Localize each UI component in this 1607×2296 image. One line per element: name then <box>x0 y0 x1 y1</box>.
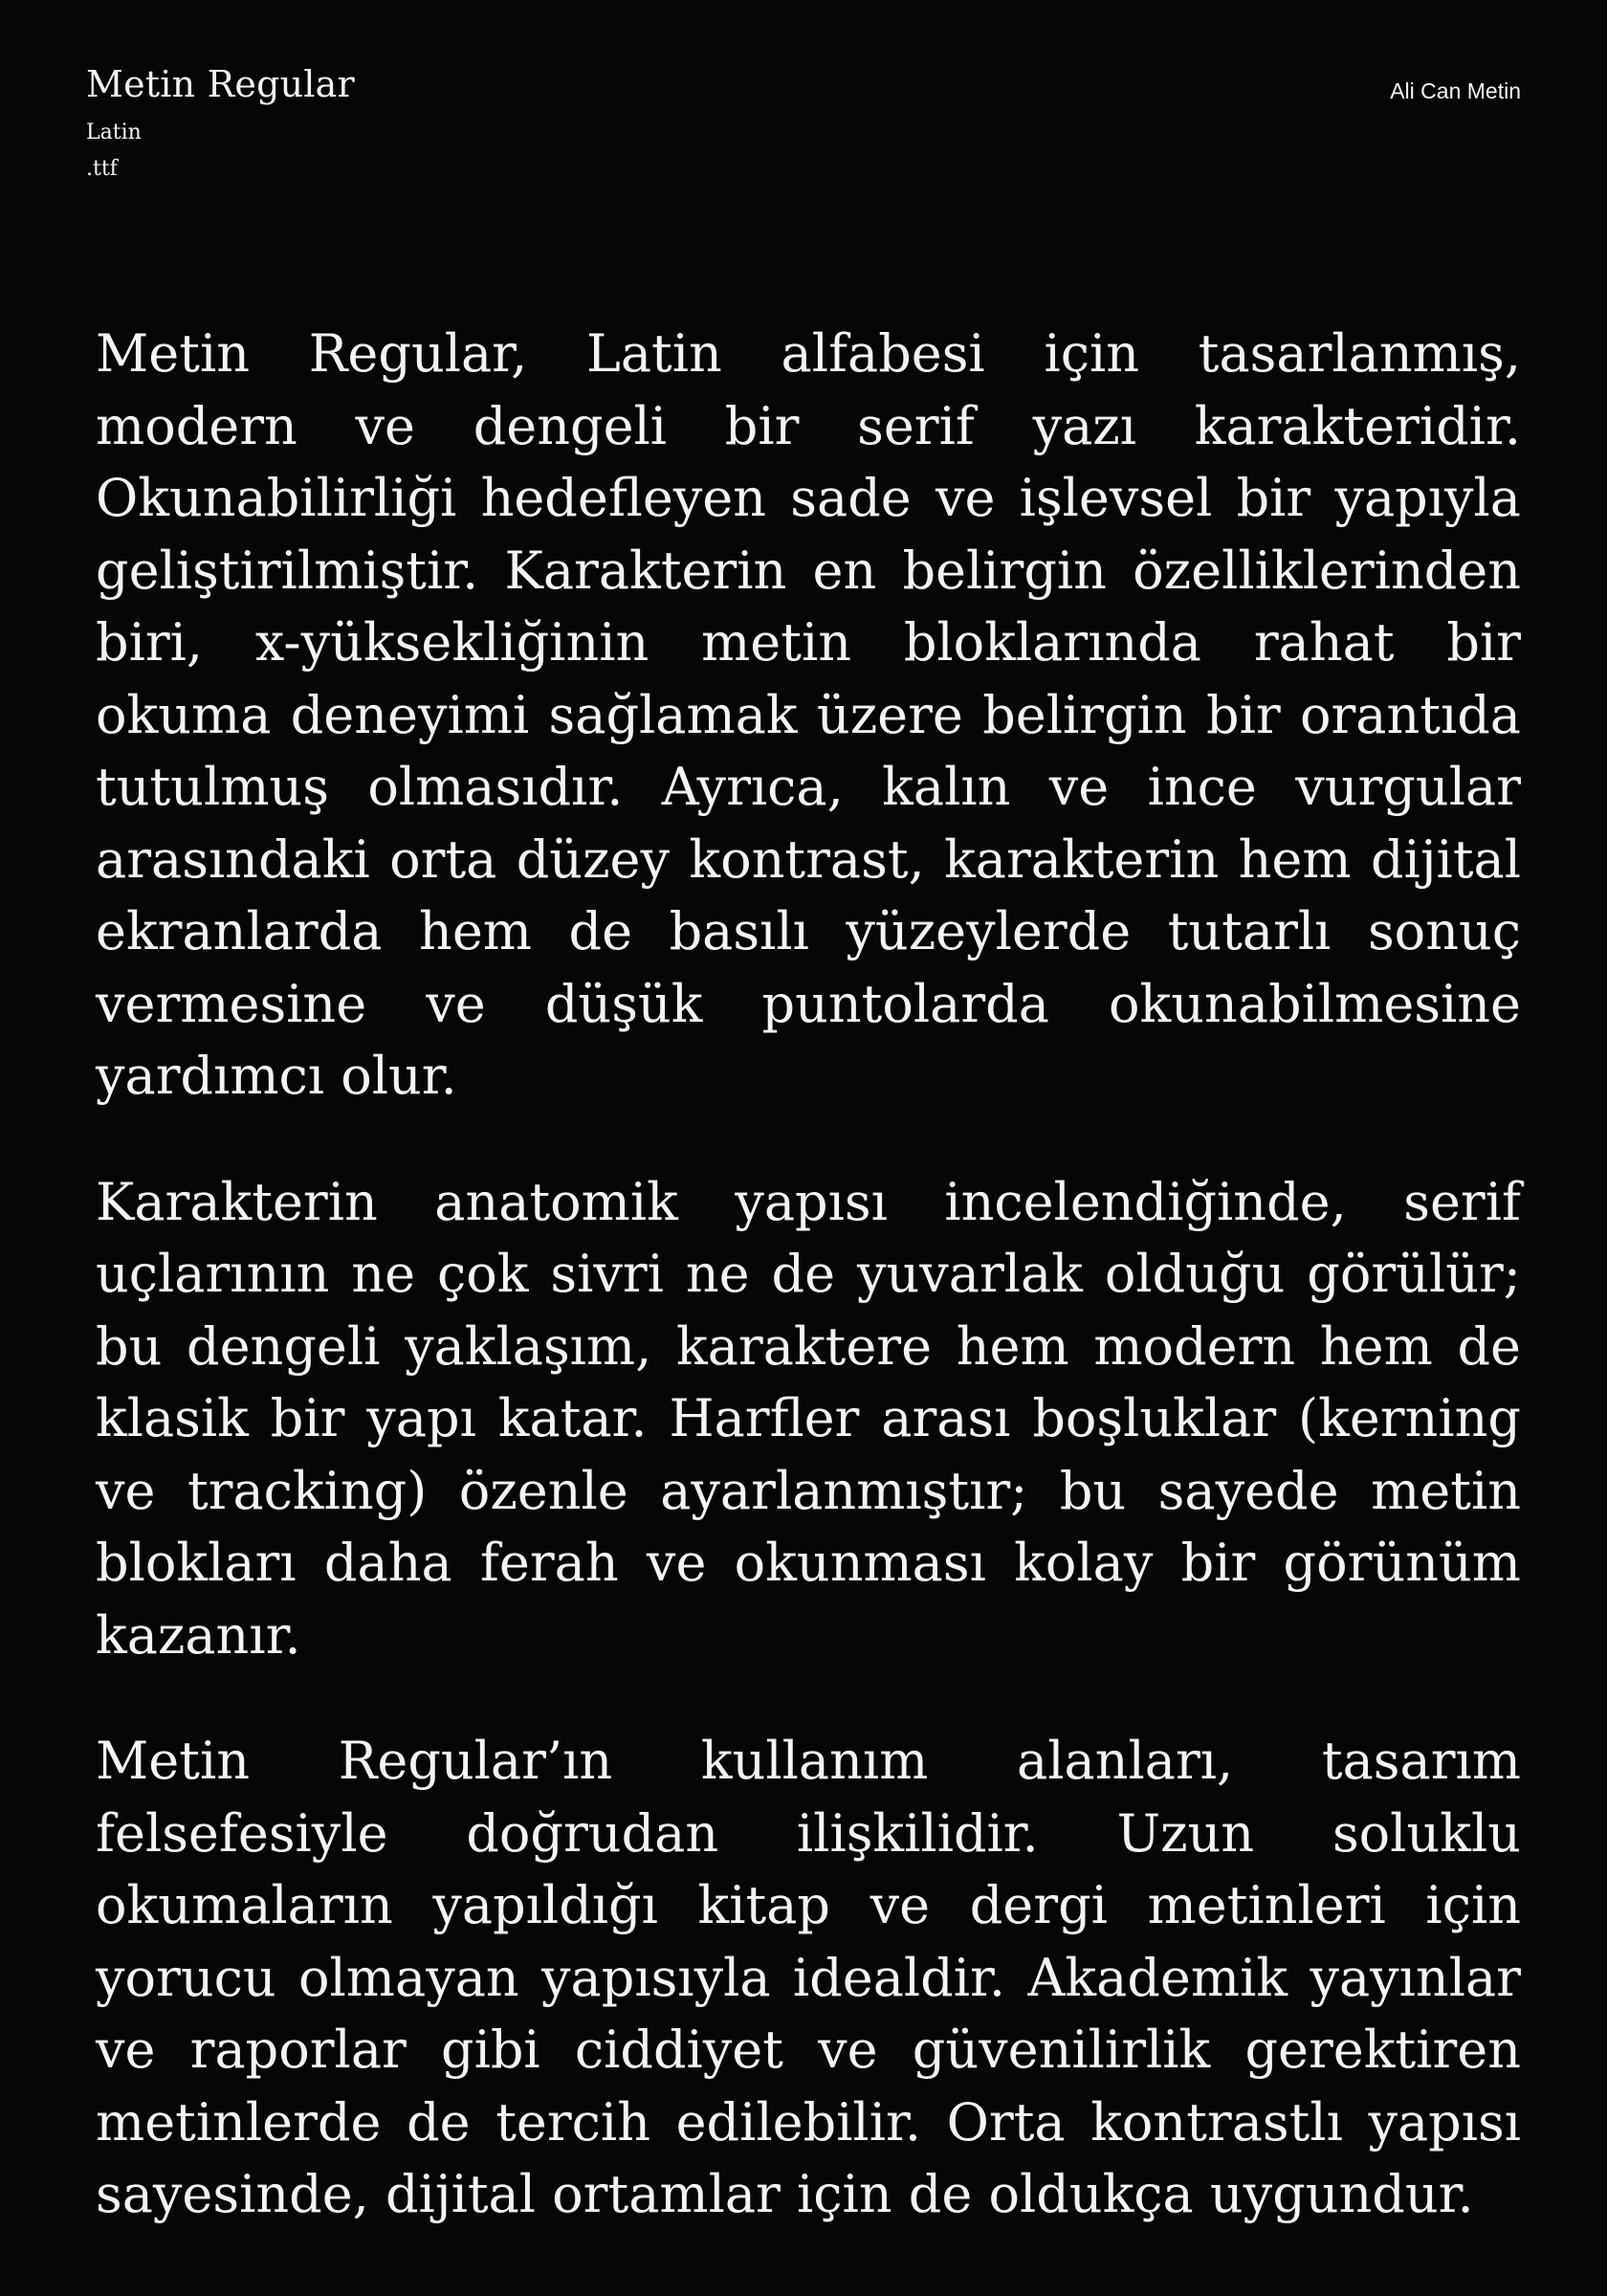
paragraph-1: Metin Regular, Latin alfabesi için tasarlanmış, modern ve dengeli bir serif yazı karakteridir. Okunabilirliği hedefleyen sade ve işlevsel bir yapıyla geliştirilmiştir. Karakterin en belirgin özelliklerinden biri, x-yüksekliğinin metin bloklarında rahat bir okuma deneyimi sağlamak üzere belirgin bir orantıda tutulmuş olmasıdır. Ayrıca, kalın ve ince vurgular arasındaki orta düzey kontrast, karakterin hem dijital ekranlarda hem de basılı yüzeylerde tutarlı sonuç vermesine ve düşük puntolarda okunabilmesine yardımcı olur. <box>96 323 1521 1106</box>
script-label: Latin <box>86 121 142 144</box>
file-format-label: .ttf <box>86 157 118 181</box>
paragraph-2: Karakterin anatomik yapısı incelendiğinde, serif uçlarının ne çok sivri ne de yuvarlak olduğu görülür; bu dengeli yaklaşım, karaktere hem modern hem de klasik bir yapı katar. Harfler arası boşluklar (kerning ve tracking) özenle ayarlanmıştır; bu sayede metin blokları daha ferah ve okunması kolay bir görünüm kazanır. <box>96 1171 1521 1666</box>
paragraph-3: Metin Regular’ın kullanım alanları, tasarım felsefesiyle doğrudan ilişkilidir. Uzun soluklu okumaların yapıldığı kitap ve dergi metinleri için yorucu olmayan yapısıyla idealdir. Akademik yayınlar ve raporlar gibi ciddiyet ve güvenilirlik gerektiren metinlerde de tercih edilebilir. Orta kontrastlı yapısı sayesinde, dijital ortamlar için de oldukça uygundur. <box>96 1731 1521 2224</box>
specimen-header <box>86 59 355 184</box>
specimen-body-text <box>96 318 1521 2231</box>
font-name-title: Metin Regular <box>86 63 355 105</box>
author-name: Ali Can Metin <box>1390 78 1521 103</box>
